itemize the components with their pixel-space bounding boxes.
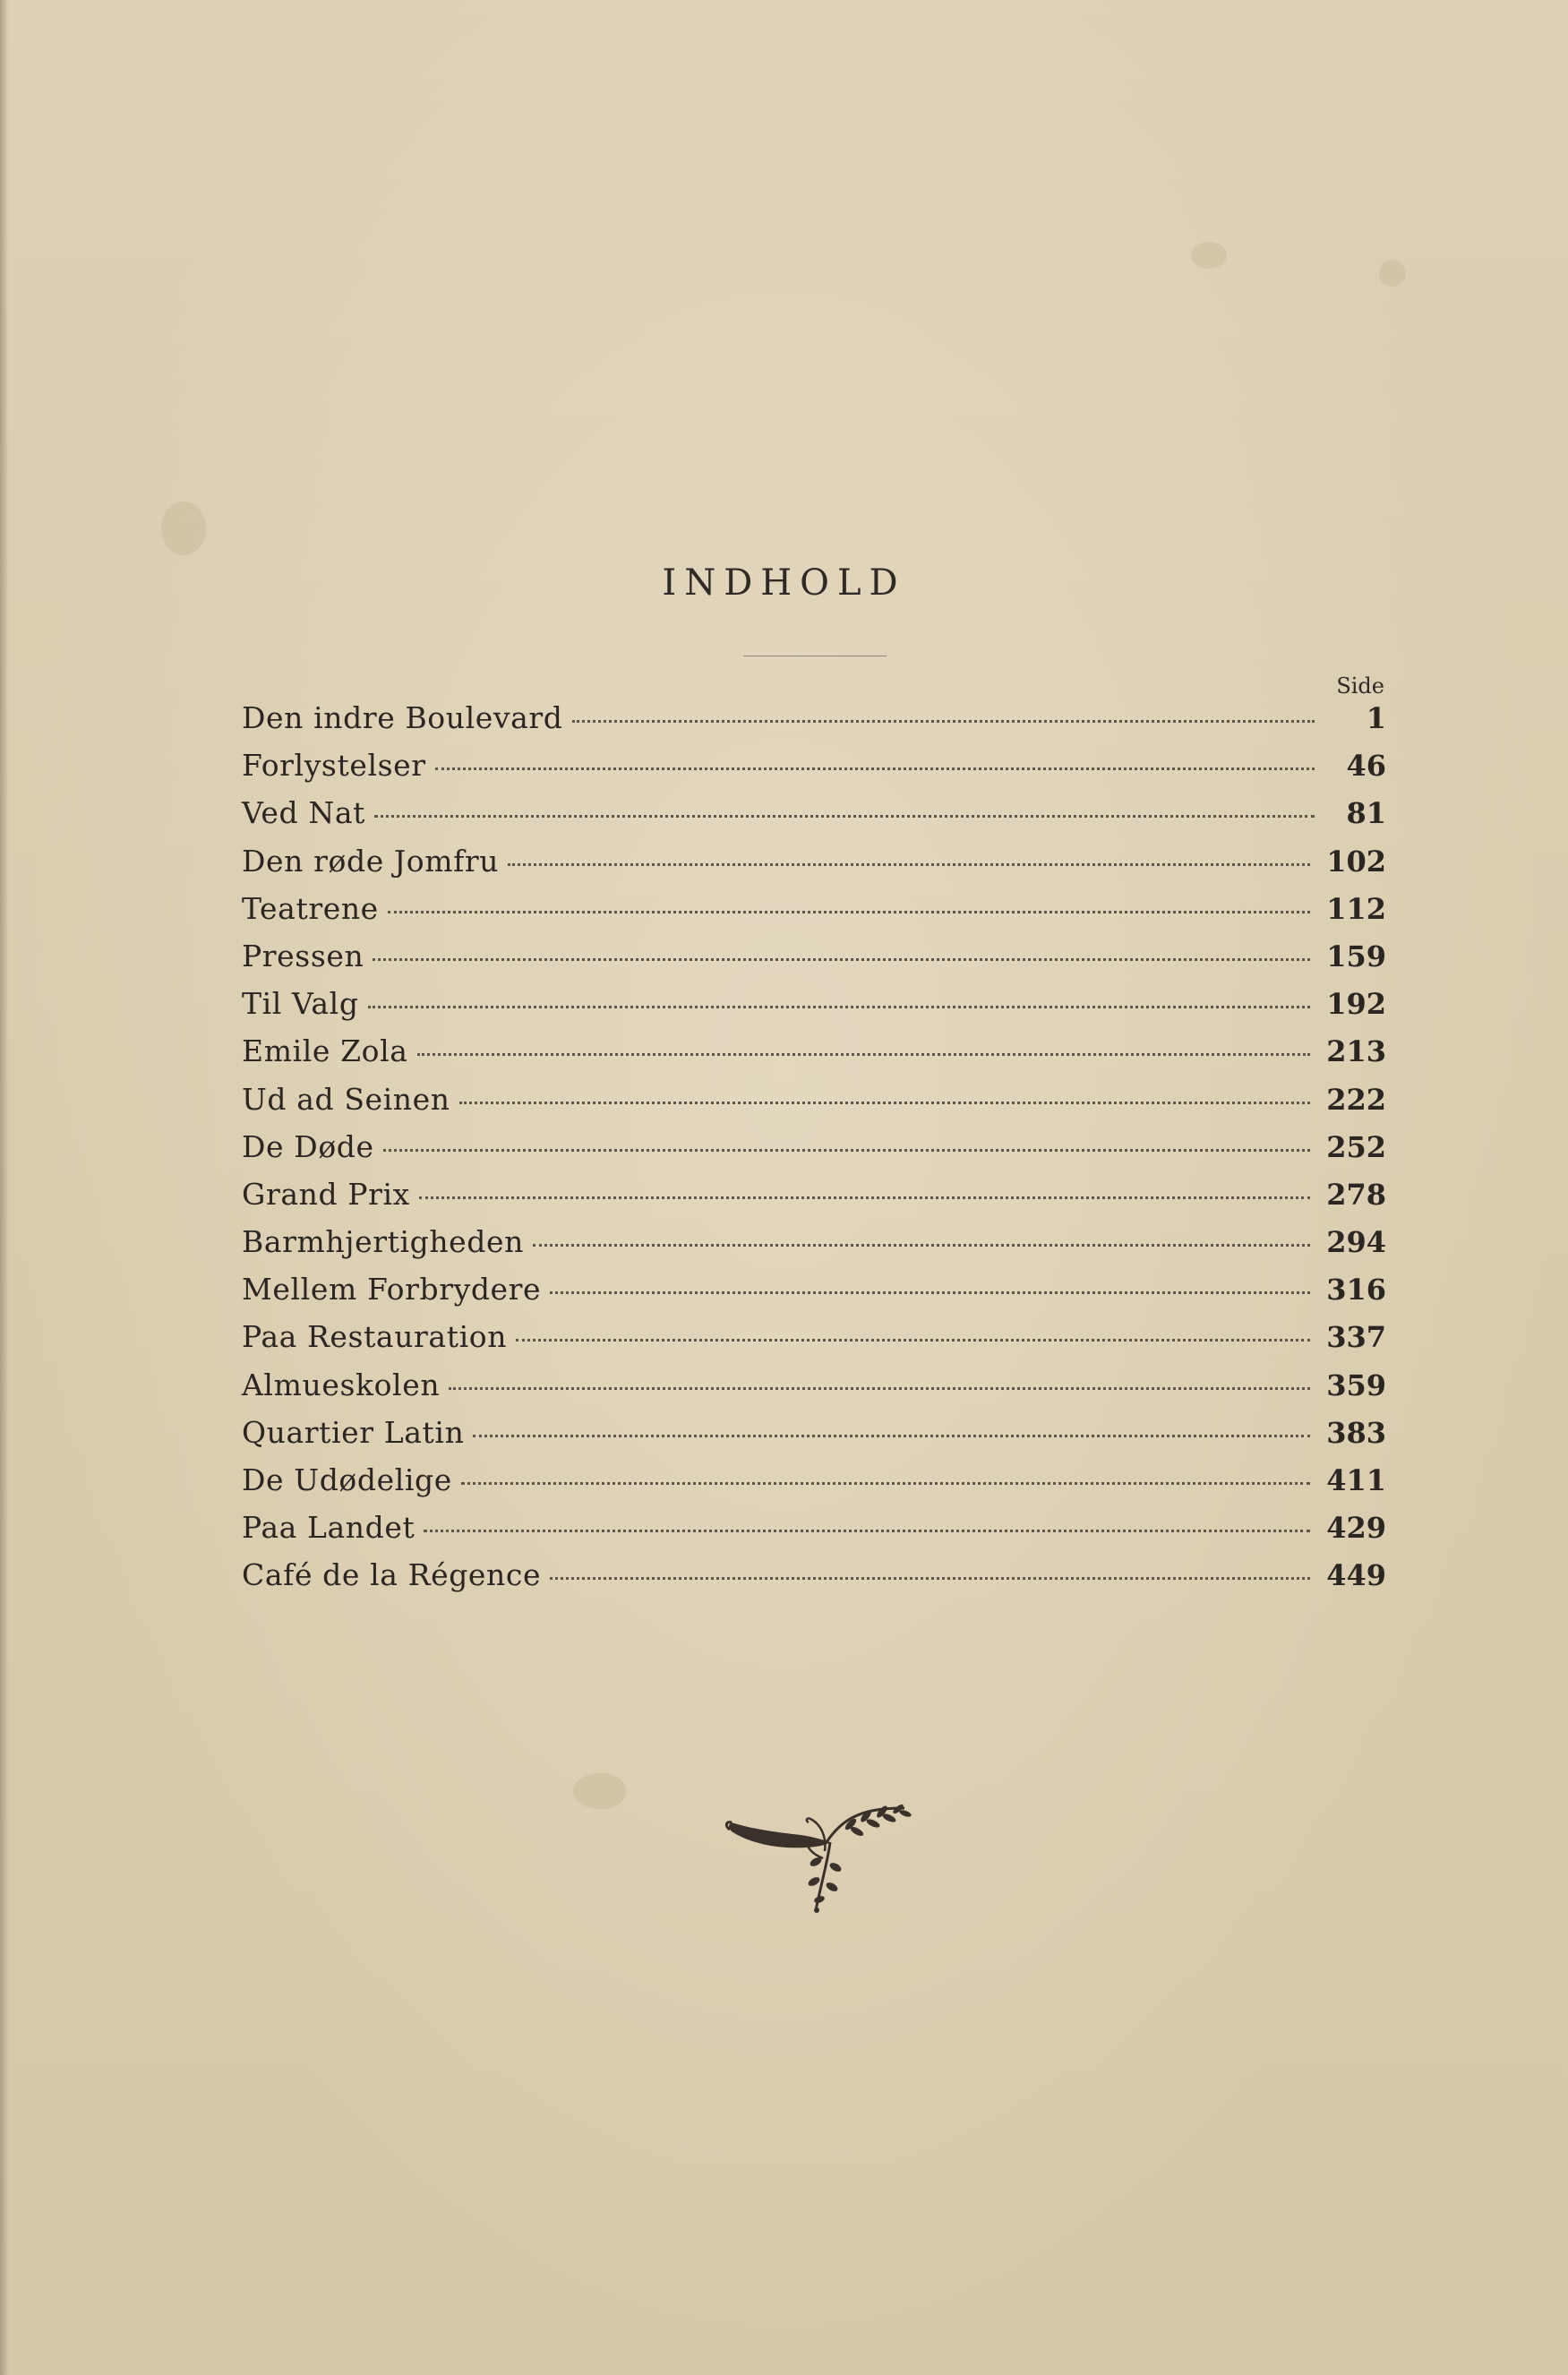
- toc-entry-title: Ved Nat: [242, 795, 365, 831]
- toc-entry-page-number: 429: [1326, 1511, 1386, 1546]
- toc-entry-title: Forlystelser: [242, 748, 426, 784]
- toc-entry: [242, 1082, 1386, 1129]
- toc-entry-page-number: 383: [1326, 1415, 1386, 1450]
- page-title: INDHOLD: [662, 562, 906, 604]
- toc-entry: [242, 1177, 1386, 1224]
- toc-entry: [242, 748, 1386, 795]
- toc-entry-page-number: 316: [1326, 1273, 1386, 1308]
- toc-entry-page-number: 81: [1346, 796, 1386, 831]
- toc-entry: [242, 1462, 1386, 1510]
- toc-entry-title: Pressen: [242, 938, 364, 973]
- toc-entry-page-number: 159: [1326, 939, 1386, 973]
- toc-entry-page-number: 1: [1366, 701, 1386, 735]
- toc-entry-page-number: 449: [1326, 1558, 1386, 1593]
- table-of-contents: [242, 700, 1386, 1606]
- toc-entry-title: Ud ad Seinen: [242, 1081, 450, 1117]
- paper-stain: [1191, 242, 1227, 269]
- toc-entry-page-number: 337: [1326, 1320, 1386, 1355]
- dot-leader: [383, 1149, 1311, 1152]
- toc-entry-title: Paa Landet: [242, 1510, 416, 1546]
- dot-leader: [368, 1006, 1311, 1008]
- dot-leader: [373, 958, 1310, 961]
- toc-entry-page-number: 252: [1326, 1129, 1386, 1164]
- dot-leader: [424, 1530, 1310, 1532]
- toc-entry: [242, 1319, 1386, 1367]
- toc-entry-title: Café de la Régence: [242, 1557, 542, 1593]
- toc-entry: [242, 1033, 1386, 1081]
- dot-leader: [388, 911, 1310, 913]
- toc-entry: [242, 1224, 1386, 1272]
- floral-vignette-icon: [721, 1796, 922, 1921]
- toc-entry-page-number: 46: [1346, 749, 1386, 784]
- toc-entry: [242, 891, 1386, 939]
- toc-entry: [242, 1510, 1386, 1557]
- toc-entry: [242, 986, 1386, 1033]
- toc-entry-page-number: 411: [1326, 1463, 1386, 1497]
- toc-entry: [242, 795, 1386, 843]
- toc-entry: [242, 700, 1386, 748]
- toc-entry-page-number: 222: [1326, 1082, 1386, 1117]
- toc-entry-page-number: 294: [1326, 1225, 1386, 1260]
- dot-leader: [550, 1291, 1310, 1294]
- dot-leader: [572, 720, 1315, 723]
- toc-entry-title: Den indre Boulevard: [242, 700, 563, 735]
- toc-entry: [242, 1557, 1386, 1605]
- toc-entry-page-number: 359: [1326, 1368, 1386, 1402]
- paper-stain: [1379, 260, 1406, 287]
- toc-entry-title: Den røde Jomfru: [242, 843, 500, 879]
- dot-leader: [533, 1244, 1310, 1247]
- dot-leader: [417, 1053, 1311, 1056]
- dot-leader: [459, 1102, 1311, 1104]
- toc-entry-page-number: 102: [1326, 844, 1386, 879]
- toc-entry-page-number: 192: [1326, 987, 1386, 1022]
- toc-entry-page-number: 213: [1326, 1034, 1386, 1069]
- toc-entry: [242, 1368, 1386, 1415]
- page-edge-shadow: [0, 0, 9, 2375]
- toc-entry: [242, 844, 1386, 891]
- paper-stain: [573, 1773, 627, 1809]
- toc-entry-title: Mellem Forbrydere: [242, 1272, 542, 1308]
- dot-leader: [374, 815, 1315, 818]
- paper-stain: [161, 502, 206, 555]
- dot-leader: [461, 1482, 1310, 1485]
- dot-leader: [435, 767, 1315, 770]
- toc-entry-title: De Døde: [242, 1128, 374, 1164]
- toc-entry-title: Almueskolen: [242, 1367, 441, 1402]
- toc-entry-title: Emile Zola: [242, 1033, 408, 1069]
- toc-entry: [242, 1415, 1386, 1462]
- toc-entry-title: Paa Restauration: [242, 1319, 508, 1355]
- page-column-label: Side: [1336, 673, 1384, 699]
- dot-leader: [473, 1435, 1310, 1437]
- toc-entry-title: Quartier Latin: [242, 1414, 465, 1450]
- toc-entry-page-number: 112: [1326, 891, 1386, 926]
- toc-entry-page-number: 278: [1326, 1177, 1386, 1212]
- dot-leader: [449, 1387, 1310, 1390]
- toc-entry-title: Barmhjertigheden: [242, 1224, 525, 1260]
- toc-entry: [242, 1129, 1386, 1177]
- toc-entry: [242, 939, 1386, 986]
- toc-entry-title: Teatrene: [242, 890, 379, 926]
- toc-entry: [242, 1272, 1386, 1319]
- toc-entry-title: Grand Prix: [242, 1176, 410, 1212]
- dot-leader: [419, 1196, 1310, 1199]
- dot-leader: [508, 863, 1310, 866]
- dot-leader: [516, 1339, 1310, 1342]
- toc-entry-title: De Udødelige: [242, 1462, 452, 1497]
- dot-leader: [550, 1577, 1310, 1580]
- toc-entry-title: Til Valg: [242, 986, 359, 1022]
